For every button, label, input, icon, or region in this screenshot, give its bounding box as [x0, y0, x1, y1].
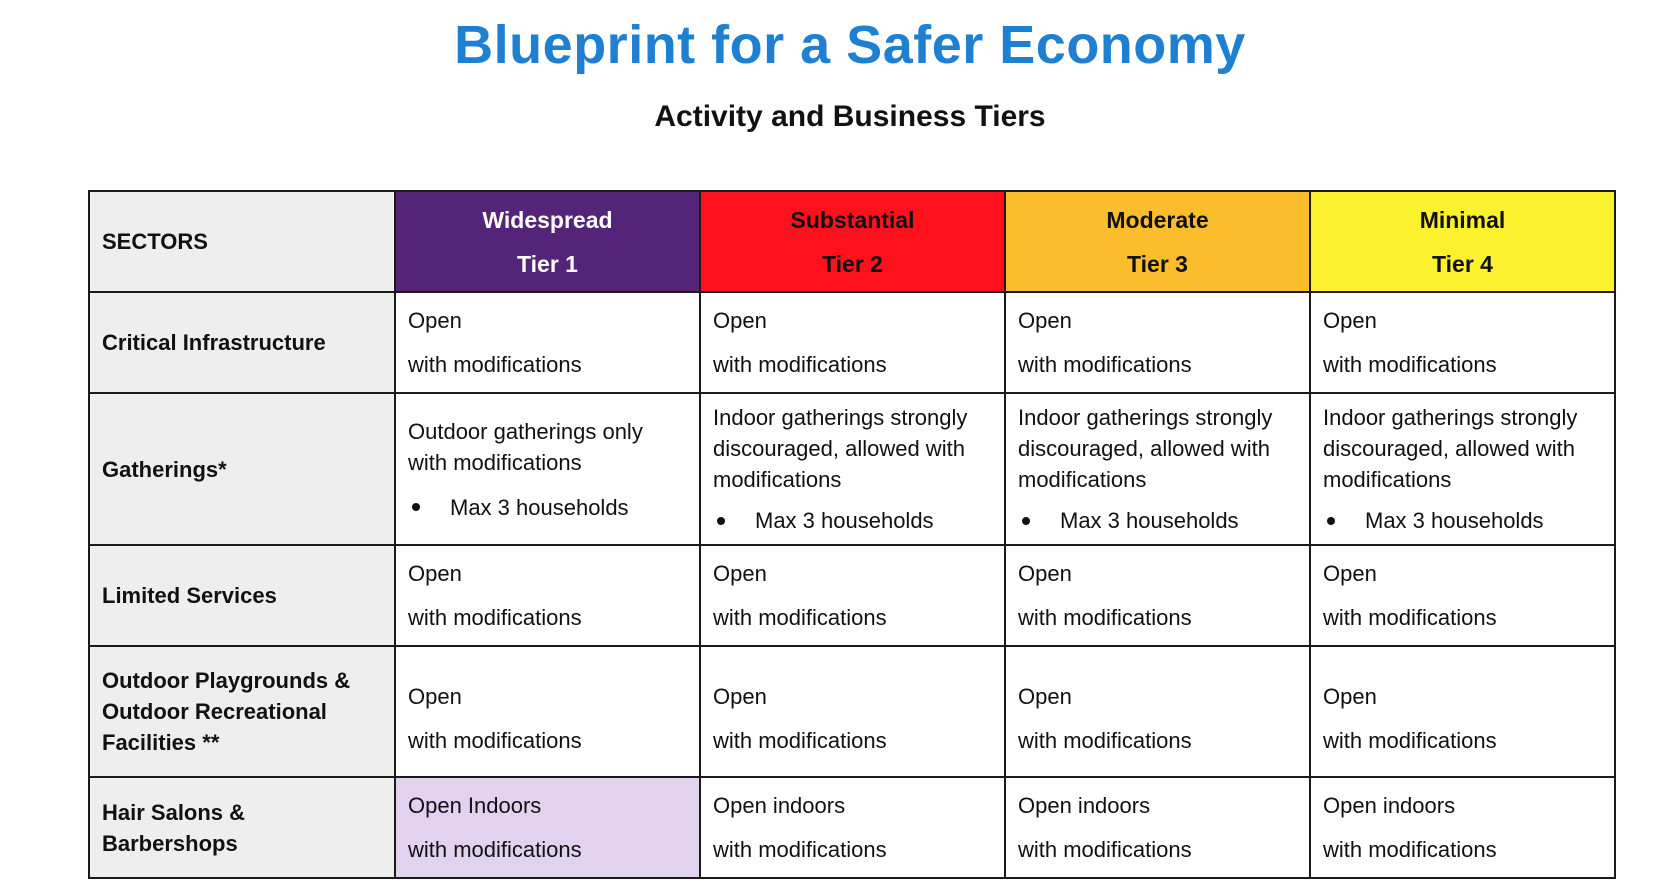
cell-status: Open [1018, 560, 1072, 586]
table-row [89, 646, 1615, 777]
table-cell [395, 393, 700, 545]
table-row [89, 393, 1615, 545]
table-cell [395, 292, 700, 393]
bullet-text: Max 3 households [755, 508, 934, 533]
cell-detail: with modifications [408, 727, 582, 753]
cell-status: Open [713, 560, 767, 586]
tier-header-widespread [395, 191, 700, 292]
bullet-text: Max 3 households [450, 494, 629, 520]
tier-header-substantial [700, 191, 1005, 292]
tier-header-minimal [1310, 191, 1615, 292]
cell-status: Open indoors [1018, 792, 1151, 818]
cell-status: Open [1018, 307, 1072, 333]
cell-detail: with modifications [408, 351, 582, 377]
cell-status: Open [408, 307, 462, 333]
table-cell [700, 393, 1005, 545]
table-cell [700, 545, 1005, 646]
sector-label: Outdoor Playgrounds & Outdoor Recreational Facilities ** [89, 646, 395, 777]
tier-name: Minimal [1419, 206, 1506, 233]
cell-status: Open [1323, 560, 1377, 586]
cell-detail: with modifications [1323, 604, 1497, 630]
table-cell [395, 646, 700, 777]
tier-number: Tier 3 [1127, 250, 1188, 277]
cell-detail: with modifications [1018, 604, 1192, 630]
sector-label: Critical Infrastructure [89, 292, 395, 393]
cell-status: Open [408, 683, 462, 709]
cell-text: Indoor gatherings strongly discouraged, allowed with modifications [1323, 405, 1578, 492]
table-cell [1310, 545, 1615, 646]
bullet-icon [412, 503, 420, 511]
bullet-icon [717, 517, 725, 525]
tier-number: Tier 4 [1432, 250, 1493, 277]
tiers-table [88, 190, 1616, 879]
bullet-icon [1022, 517, 1030, 525]
cell-detail: with modifications [1018, 836, 1192, 862]
cell-text: Indoor gatherings strongly discouraged, allowed with modifications [1018, 405, 1273, 492]
table-cell [700, 646, 1005, 777]
cell-detail: with modifications [408, 604, 582, 630]
header-row [89, 191, 1615, 292]
table-cell [1005, 646, 1310, 777]
cell-detail: with modifications [713, 836, 887, 862]
table-cell [700, 777, 1005, 878]
table-cell [1310, 292, 1615, 393]
cell-status: Open Indoors [408, 792, 542, 818]
table-cell-highlighted [395, 777, 700, 878]
table-cell [1310, 646, 1615, 777]
sectors-header: SECTORS [89, 191, 395, 292]
bullet-icon [1327, 517, 1335, 525]
cell-detail: with modifications [713, 727, 887, 753]
cell-detail: with modifications [1018, 351, 1192, 377]
tier-name: Moderate [1106, 206, 1209, 233]
cell-detail: with modifications [1018, 727, 1192, 753]
cell-status: Open [1323, 683, 1377, 709]
tier-header-moderate [1005, 191, 1310, 292]
bullet-item [1018, 505, 1297, 536]
sector-label: Limited Services [89, 545, 395, 646]
table-cell [395, 545, 700, 646]
table-row [89, 545, 1615, 646]
cell-status: Open [408, 560, 462, 586]
table-cell [1005, 777, 1310, 878]
bullet-item [713, 505, 992, 536]
cell-detail: with modifications [408, 836, 582, 862]
tier-name: Widespread [482, 206, 613, 233]
cell-detail: with modifications [1323, 727, 1497, 753]
table-cell [1005, 393, 1310, 545]
tier-number: Tier 1 [517, 250, 578, 277]
cell-detail: with modifications [713, 604, 887, 630]
cell-status: Open indoors [1323, 792, 1456, 818]
page-title: Blueprint for a Safer Economy [454, 15, 1246, 75]
page-subtitle: Activity and Business Tiers [654, 100, 1046, 133]
cell-status: Open indoors [713, 792, 846, 818]
cell-status: Open [1323, 307, 1377, 333]
bullet-text: Max 3 households [1365, 508, 1544, 533]
bullet-item [1323, 505, 1602, 536]
cell-text: Indoor gatherings strongly discouraged, allowed with modifications [713, 405, 968, 492]
cell-text: Outdoor gatherings only with modifications [408, 418, 643, 475]
sector-label: Gatherings* [89, 393, 395, 545]
cell-detail: with modifications [713, 351, 887, 377]
table-cell [1005, 292, 1310, 393]
sector-label: Hair Salons & Barbershops [89, 777, 395, 878]
tier-name: Substantial [790, 206, 915, 233]
cell-status: Open [713, 683, 767, 709]
table-cell [1310, 777, 1615, 878]
tier-number: Tier 2 [822, 250, 883, 277]
table-cell [1005, 545, 1310, 646]
cell-detail: with modifications [1323, 351, 1497, 377]
table-cell [1310, 393, 1615, 545]
cell-status: Open [1018, 683, 1072, 709]
cell-status: Open [713, 307, 767, 333]
cell-detail: with modifications [1323, 836, 1497, 862]
table-cell [700, 292, 1005, 393]
bullet-text: Max 3 households [1060, 508, 1239, 533]
table-row [89, 777, 1615, 878]
bullet-item [408, 492, 687, 523]
table-row [89, 292, 1615, 393]
